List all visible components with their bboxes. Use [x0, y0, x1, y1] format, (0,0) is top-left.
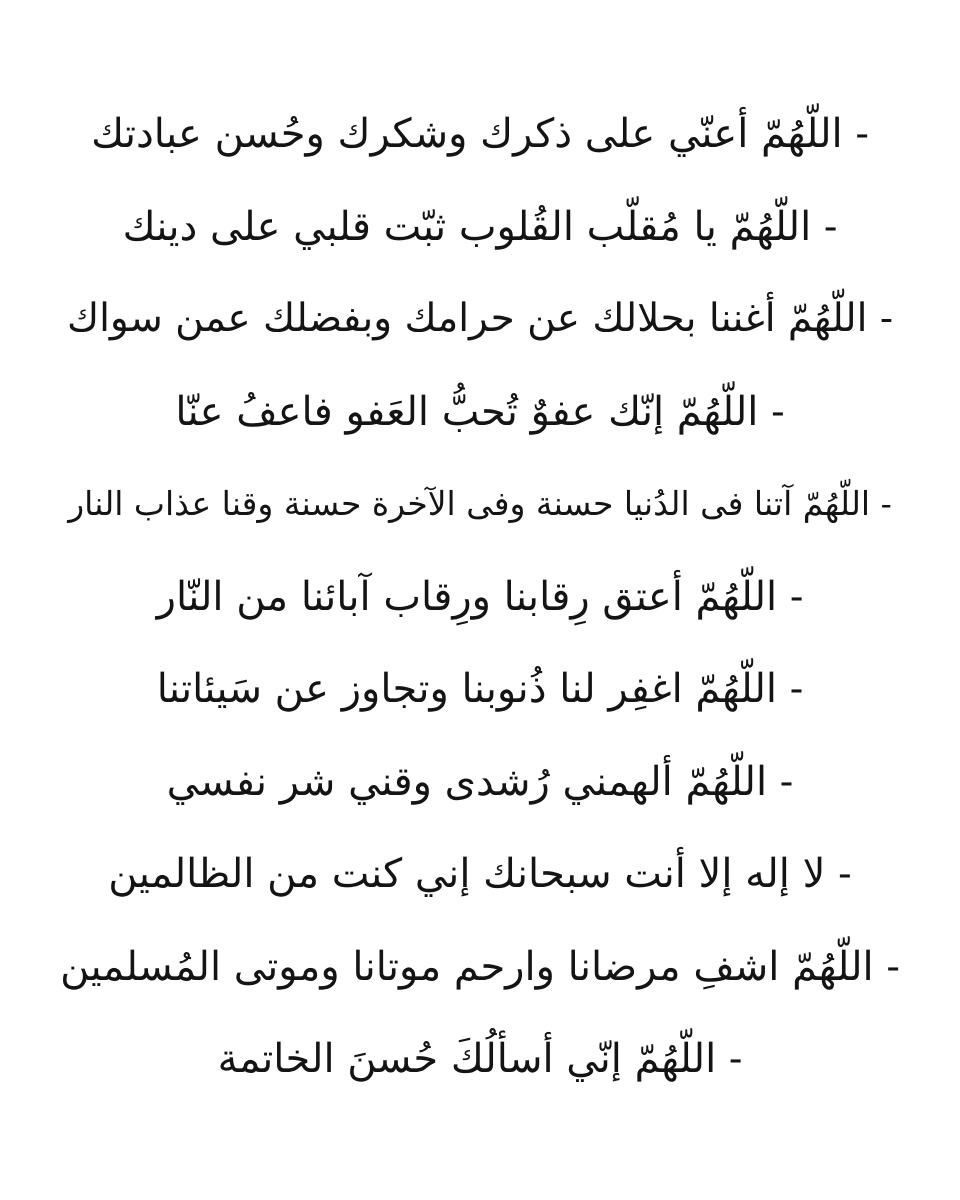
supplication-line-9: - لا إله إلا أنت سبحانك إني كنت من الظالمين	[108, 851, 852, 897]
supplication-line-3: - اللّهُمّ أغننا بحلالك عن حرامك وبفضلك عمن سواك	[66, 296, 894, 341]
supplication-list	[60, 88, 900, 1106]
supplication-line-8: - اللّهُمّ ألهمني رُشدى وقني شر نفسي	[166, 758, 794, 805]
supplication-line-4: - اللّهُمّ إنّك عفوٌ تُحبُّ العَفو فاعفُ عنّا	[175, 388, 785, 435]
supplication-line-7: - اللّهُمّ اغفِر لنا ذُنوبنا وتجاوز عن سَيئاتنا	[156, 666, 804, 712]
supplication-line-5: - اللّهُمّ آتنا فى الدُنيا حسنة وفى الآخرة حسنة وقنا عذاب النار	[68, 484, 892, 523]
supplication-line-2: - اللّهُمّ يا مُقلّب القُلوب ثبّت قلبي على دينك	[122, 203, 838, 250]
supplication-line-11: - اللّهُمّ إنّي أسألُكَ حُسنَ الخاتمة	[217, 1036, 743, 1082]
supplication-line-1: - اللّهُمّ أعنّي على ذكرك وشكرك وحُسن عبادتك	[91, 111, 869, 157]
supplication-line-10: - اللّهُمّ اشفِ مرضانا وارحم موتانا وموتى المُسلمين	[60, 943, 900, 990]
supplication-line-6: - اللّهُمّ أعتق رِقابنا ورِقاب آبائنا من النّار	[156, 573, 804, 620]
